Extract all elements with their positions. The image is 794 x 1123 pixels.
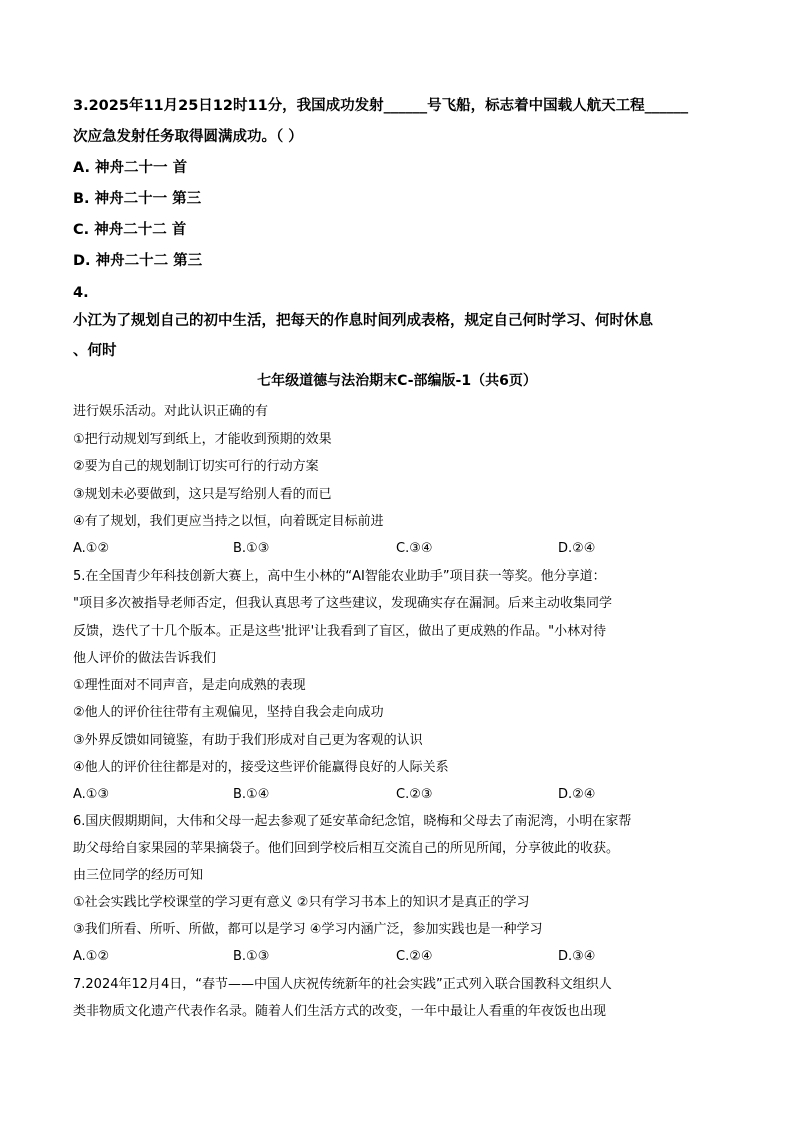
q5-stem-line-3: 反馈，迭代了十几个版本。正是这些'批评'让我看到了盲区，做出了更成熟的作品。"小林对待 (73, 624, 607, 639)
q6-statement-2: ③我们所看、所听、所做，都可以是学习 ④学习内涵广泛，参加实践也是一种学习 (73, 922, 543, 937)
q4-stem-line-2: 、何时 (73, 343, 117, 359)
q3-option-b: B. 神舟二十一 第三 (73, 191, 202, 207)
q5-statement-1: ①理性面对不同声音，是走向成熟的表现 (73, 678, 306, 693)
q6-option-a: A.①② (73, 949, 110, 964)
q5-option-a: A.①③ (73, 787, 110, 802)
q6-stem-line-1: 6.国庆假期期间，大伟和父母一起去参观了延安革命纪念馆，晓梅和父母去了南泥湾，小明在家帮 (73, 814, 632, 829)
page-footer: 七年级道德与法治期末C-部编版-1（共6页） (257, 373, 537, 389)
q5-option-c: C.②③ (396, 787, 433, 802)
q4-stem-line-3: 进行娱乐活动。对此认识正确的有 (73, 404, 269, 419)
q4-option-d: D.②④ (558, 541, 596, 556)
q3-option-a: A. 神舟二十一 首 (73, 160, 188, 176)
q4-option-b: B.①③ (233, 541, 270, 556)
q4-stem-line-1: 小江为了规划自己的初中生活，把每天的作息时间列成表格，规定自己何时学习、何时休息 (73, 313, 653, 329)
q4-statement-3: ③规划未必要做到，这只是写给别人看的而已 (73, 487, 332, 502)
q5-stem-line-1: 5.在全国青少年科技创新大赛上，高中生小林的“AI智能农业助手”项目获一等奖。他分享道： (73, 569, 606, 584)
q7-stem-line-1: 7.2024年12月4日，“春节——中国人庆祝传统新年的社会实践”正式列入联合国教科文组织人 (73, 977, 612, 992)
q3-stem-line-2: 次应急发射任务取得圆满成功。（ ） (73, 129, 303, 145)
q5-statement-4: ④他人的评价往往都是对的，接受这些评价能赢得良好的人际关系 (73, 760, 449, 775)
q6-stem-line-2: 助父母给自家果园的苹果摘袋子。他们回到学校后相互交流自己的所见所闻，分享彼此的收获。 (73, 841, 620, 856)
q4-statement-4: ④有了规划，我们更应当持之以恒，向着既定目标前进 (73, 514, 384, 529)
q5-option-b: B.①④ (233, 787, 270, 802)
q6-option-b: B.①③ (233, 949, 270, 964)
q6-statement-1: ①社会实践比学校课堂的学习更有意义 ②只有学习书本上的知识才是真正的学习 (73, 895, 530, 910)
q7-stem-line-2: 类非物质文化遗产代表作名录。随着人们生活方式的改变，一年中最让人看重的年夜饭也出现 (73, 1004, 607, 1019)
q6-stem-line-3: 由三位同学的经历可知 (73, 868, 204, 883)
q5-statement-3: ③外界反馈如同镜鉴，有助于我们形成对自己更为客观的认识 (73, 733, 423, 748)
q4-option-c: C.③④ (396, 541, 433, 556)
q6-option-c: C.②④ (396, 949, 433, 964)
q5-stem-line-2: "项目多次被指导老师否定，但我认真思考了这些建议，发现确实存在漏洞。后来主动收集同学 (73, 596, 612, 611)
q5-stem-line-4: 他人评价的做法告诉我们 (73, 651, 217, 666)
q3-stem-line-1: 3.2025年11月25日12时11分，我国成功发射______号飞船，标志着中国载人航天工程______ (73, 98, 689, 114)
q5-option-d: D.②④ (558, 787, 596, 802)
q4-option-a: A.①② (73, 541, 110, 556)
q4-statement-2: ②要为自己的规划制订切实可行的行动方案 (73, 459, 319, 474)
q4-number: 4. (73, 285, 89, 301)
q6-option-d: D.③④ (558, 949, 596, 964)
q4-statement-1: ①把行动规划写到纸上，才能收到预期的效果 (73, 432, 332, 447)
q3-option-d: D. 神舟二十二 第三 (73, 253, 203, 269)
q5-statement-2: ②他人的评价往往带有主观偏见，坚持自我会走向成功 (73, 705, 384, 720)
q3-option-c: C. 神舟二十二 首 (73, 222, 187, 238)
